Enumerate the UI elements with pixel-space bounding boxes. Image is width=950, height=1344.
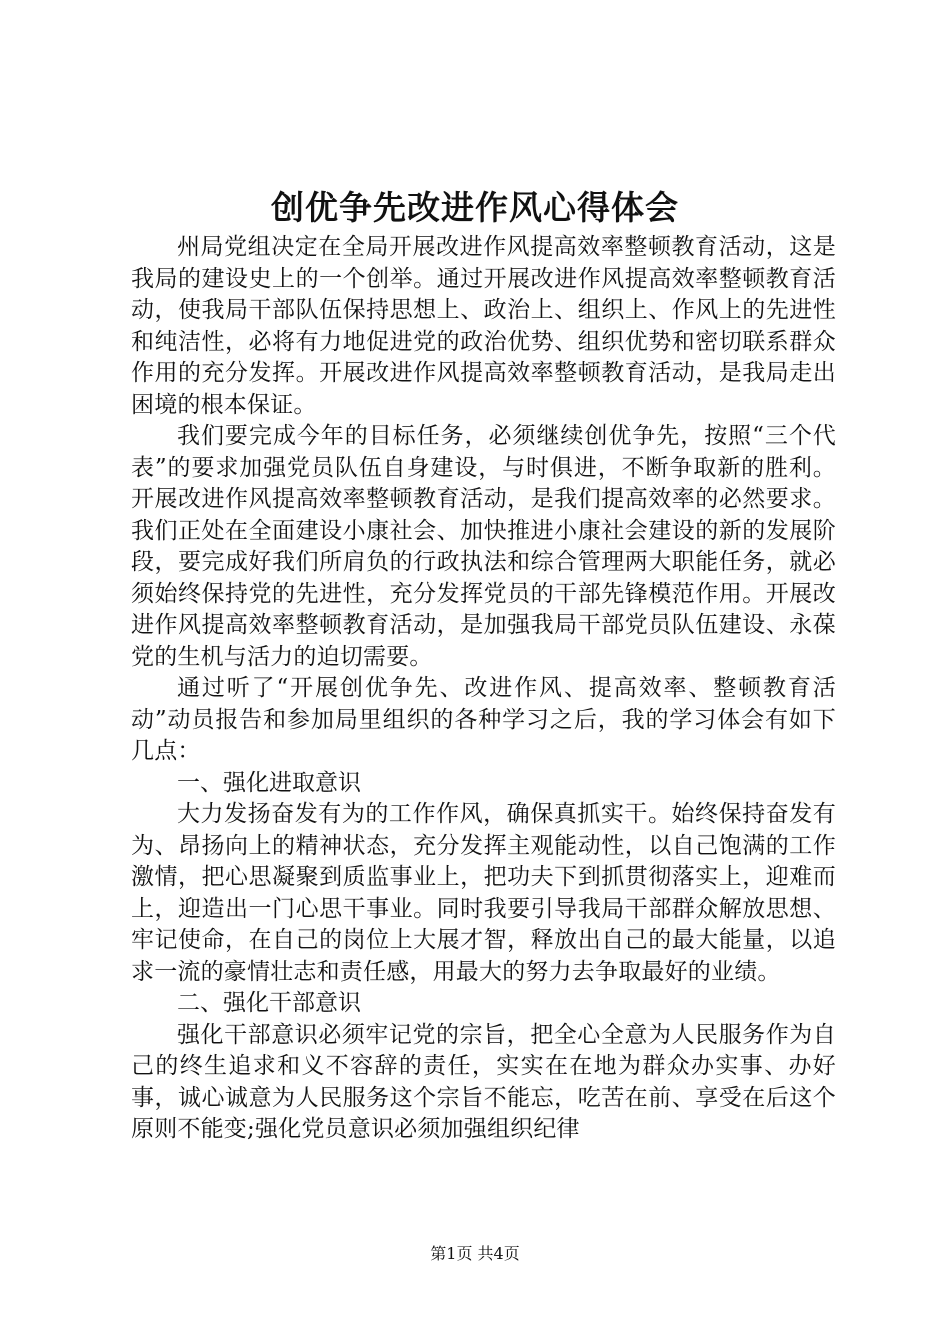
paragraph-2: 我们要完成今年的目标任务，必须继续创优争先，按照“三个代表”的要求加强党员队伍自身建设，与时俱进，不断争取新的胜利。开展改进作风提高效率整顿教育活动，是我们提高效率的必然要求。我们正处在全面建设小康社会、加快推进小康社会建设的新的发展阶段，要完成好我们所肩负的行政执法和综合管理两大职能任务，就必须始终保持党的先进性，充分发挥党员的干部先锋模范作用。开展改进作风提高效率整顿教育活动，是加强我局干部党员队伍建设、永葆党的生机与活力的迫切需要。 (131, 423, 836, 670)
document-body (131, 232, 836, 1146)
section-2-text: 强化干部意识必须牢记党的宗旨，把全心全意为人民服务作为自己的终生追求和义不容辞的责任，实实在在地为群众办实事、办好事，诚心诚意为人民服务这个宗旨不能忘，吃苦在前、享受在后这个原则不能变;强化党员意识必须加强组织纪律 (131, 1021, 836, 1142)
page-number-footer: 第1页 共4页 (430, 1244, 520, 1263)
paragraph-1: 州局党组决定在全局开展改进作风提高效率整顿教育活动，这是我局的建设史上的一个创举。通过开展改进作风提高效率整顿教育活动，使我局干部队伍保持思想上、政治上、组织上、作风上的先进性和纯洁性，必将有力地促进党的政治优势、组织优势和密切联系群众作用的充分发挥。开展改进作风提高效率整顿教育活动，是我局走出困境的根本保证。 (131, 234, 836, 418)
section-heading-1: 一、强化进取意识 (177, 769, 361, 796)
document-title: 创优争先改进作风心得体会 (271, 188, 679, 227)
section-heading-2: 二、强化干部意识 (177, 990, 361, 1016)
section-1-text: 大力发扬奋发有为的工作作风，确保真抓实干。始终保持奋发有为、昂扬向上的精神状态，充分发挥主观能动性，以自己饱满的工作激情，把心思凝聚到质监事业上，把功夫下到抓贯彻落实上，迎难而上，迎造出一门心思干事业。同时我要引导我局干部群众解放思想、牢记使命，在自己的岗位上大展才智，释放出自己的最大能量，以追求一流的豪情壮志和责任感，用最大的努力去争取最好的业绩。 (131, 801, 836, 985)
paragraph-3: 通过听了“开展创优争先、改进作风、提高效率、整顿教育活动”动员报告和参加局里组织的各种学习之后，我的学习体会有如下几点： (131, 675, 836, 764)
